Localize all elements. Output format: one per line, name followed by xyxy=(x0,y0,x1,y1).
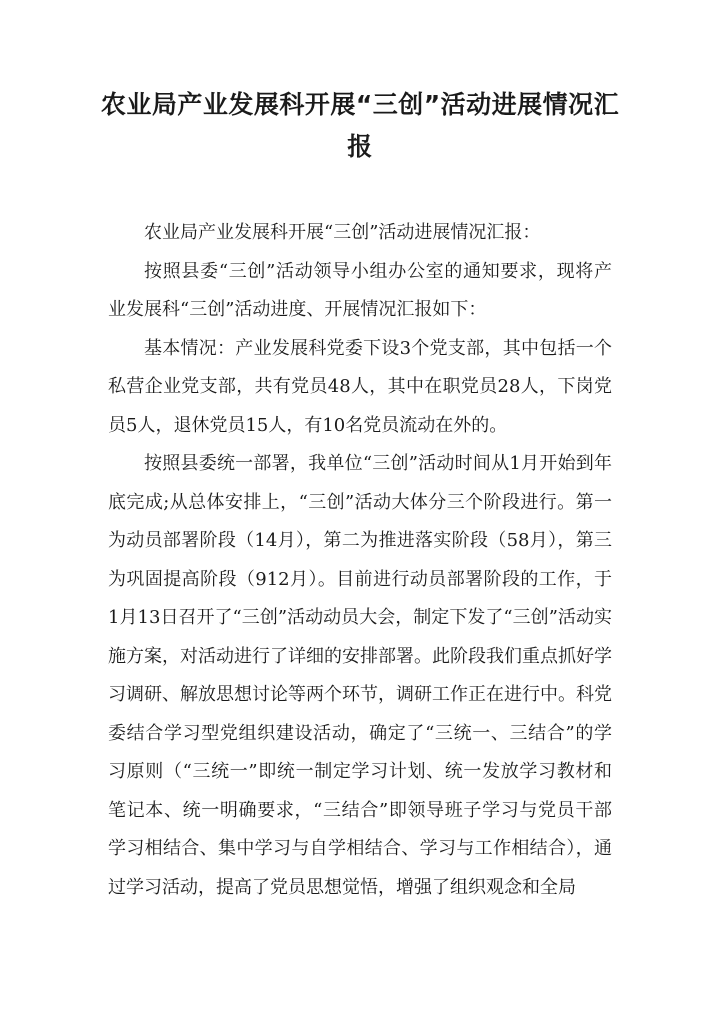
document-title: 农业局产业发展科开展“三创”活动进展情况汇报 xyxy=(100,90,620,161)
paragraph-basic-info: 基本情况：产业发展科党委下设3个党支部，其中包括一个私营企业党支部，共有党员48人，其中在职党员28人，下岗党员5人，退休党员15人，有10名党员流动在外的。 xyxy=(108,337,612,436)
document-body xyxy=(108,214,612,907)
paragraph-intro: 农业局产业发展科开展“三创”活动进展情况汇报： xyxy=(144,222,541,243)
paragraph-progress: 按照县委统一部署，我单位“三创”活动时间从1月开始到年底完成;从总体安排上，“三创”活动大体分三个阶段进行。第一为动员部署阶段（14月），第二为推进落实阶段（58月），第三为巩固提高阶段（912月）。目前进行动员部署阶段的工作，于1月13日召开了“三创”活动动员大会，制定下发了“三创”活动实施方案，对活动进行了详细的安排部署。此阶段我们重点抓好学习调研、解放思想讨论等两个环节，调研工作正在进行中。科党委结合学习型党组织建设活动，确定了“三统一、三结合”的学习原则（“三统一”即统一制定学习计划、统一发放学习教材和笔记本、统一明确要求，“三结合”即领导班子学习与党员干部学习相结合、集中学习与自学相结合、学习与工作相结合），通过学习活动，提高了党员思想觉悟，增强了组织观念和全局 xyxy=(108,453,612,898)
paragraph-notice: 按照县委“三创”活动领导小组办公室的通知要求，现将产业发展科“三创”活动进度、开展情况汇报如下： xyxy=(108,260,612,320)
